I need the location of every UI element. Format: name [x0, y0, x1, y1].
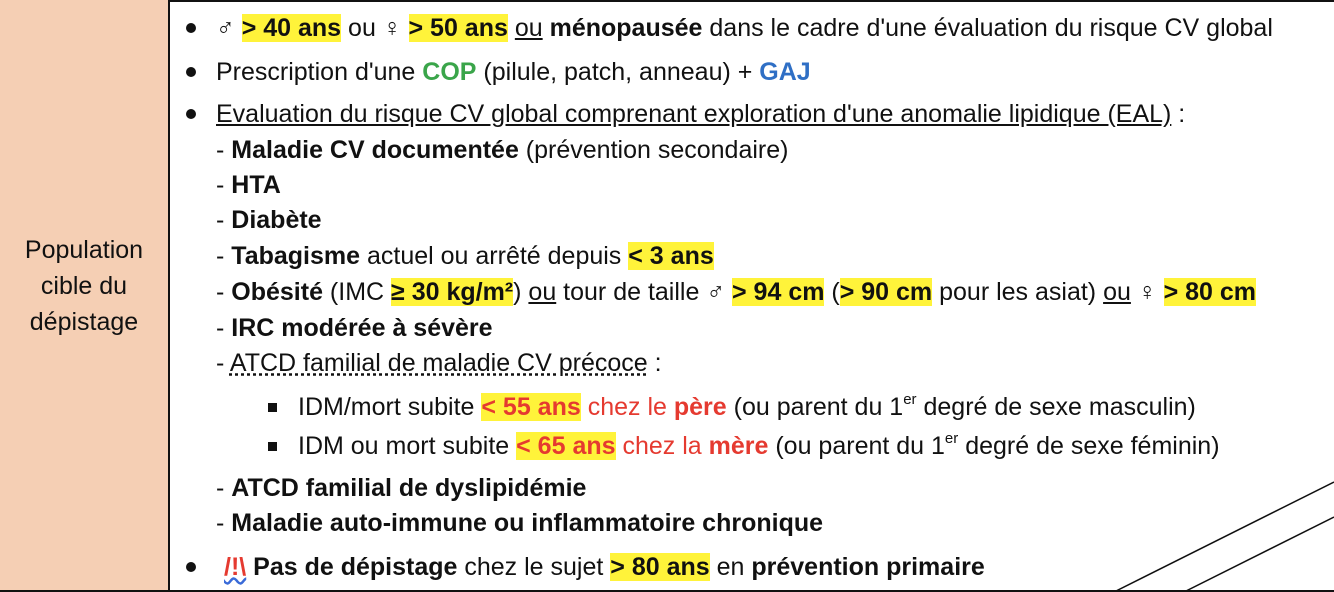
- row-header-label: Population cible du dépistage: [24, 236, 144, 336]
- menopause-text: ménopausée: [549, 14, 703, 42]
- male-symbol: ♂: [216, 14, 235, 42]
- row-header-cell: [0, 0, 170, 592]
- sub-item-smoking: - Tabagisme actuel ou arrêté depuis < 3 ans: [216, 242, 714, 270]
- sub-item-cv-disease: - Maladie CV documentée (prévention secondaire): [216, 136, 789, 164]
- bullet-line-cop: Prescription d'une COP (pilule, patch, anneau) + GAJ: [172, 55, 811, 89]
- female-symbol: ♀: [382, 14, 402, 42]
- male-age: > 40 ans: [241, 14, 342, 42]
- diagonal-lines-decoration: [1104, 472, 1334, 592]
- sub-item-family-cv: - ATCD familial de maladie CV précoce :: [216, 349, 662, 377]
- bullet-icon: [186, 67, 196, 77]
- bullet-icon: [186, 109, 196, 119]
- square-bullet-icon: [268, 403, 277, 412]
- sub-item-autoimmune: - Maladie auto-immune ou inflammatoire chronique: [216, 509, 824, 537]
- bullet-icon: [186, 23, 196, 33]
- sub-item-irc: - IRC modérée à sévère: [216, 314, 493, 342]
- gaj-label: GAJ: [759, 58, 811, 86]
- family-item-mother: IDM ou mort subite < 65 ans chez la mère (ou parent du 1er degré de sexe féminin): [172, 429, 1220, 463]
- bullet-icon: [186, 562, 196, 572]
- sub-item-diabetes: - Diabète: [216, 206, 322, 234]
- female-age: > 50 ans: [408, 14, 508, 42]
- cop-label: COP: [422, 58, 477, 86]
- sub-item-obesity: - Obésité (IMC ≥ 30 kg/m²) ou tour de taille ♂ > 94 cm (> 90 cm pour les asiat) ou ♀ > 80 cm: [216, 278, 1256, 306]
- bullet-line-age: ♂ > 40 ans ou ♀ > 50 ans ou ménopausée dans le cadre d'une évaluation du risque CV global: [172, 11, 1273, 45]
- square-bullet-icon: [268, 442, 277, 451]
- bullet-line-no-screening: /!\ Pas de dépistage chez le sujet > 80 ans en prévention primaire: [172, 550, 985, 584]
- bullet-line-eal: Evaluation du risque CV global comprenant exploration d'une anomalie lipidique (EAL) :: [172, 97, 1185, 131]
- sub-item-hta: - HTA: [216, 171, 281, 199]
- warning-icon: /!\: [224, 553, 247, 581]
- sub-item-family-dyslipidemia: - ATCD familial de dyslipidémie: [216, 474, 587, 502]
- family-item-father: IDM/mort subite < 55 ans chez le père (ou parent du 1er degré de sexe masculin): [172, 390, 1196, 424]
